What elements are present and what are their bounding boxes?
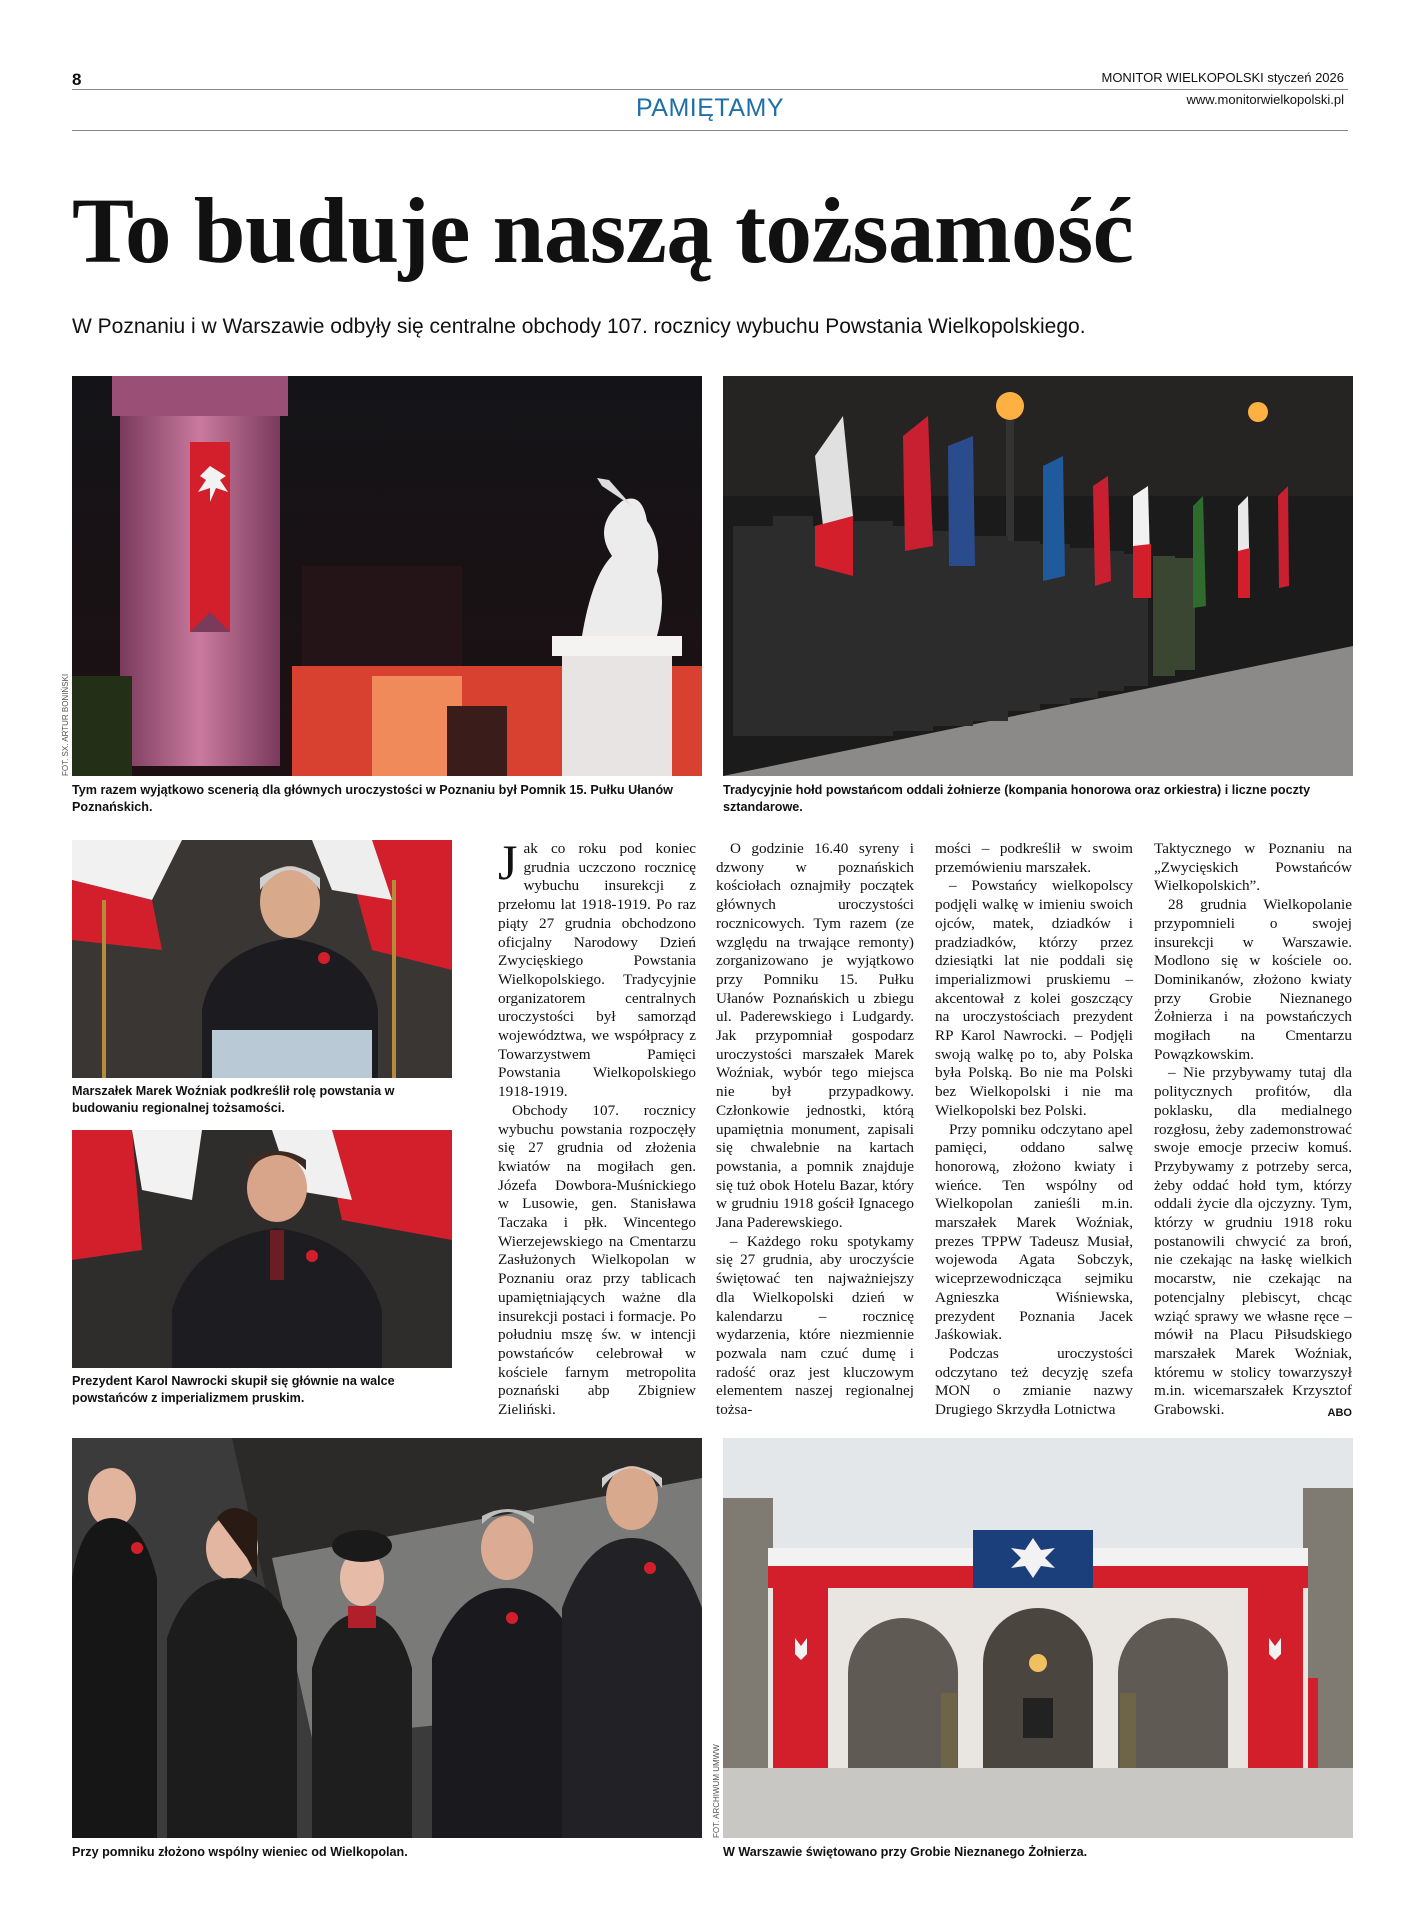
- section-label: PAMIĘTAMY: [635, 94, 785, 122]
- caption-honor-guard: Tradycyjnie hołd powstańcom oddali żołnierze (kompania honorowa oraz orkiestra) i liczne poczty sztandarowe.: [723, 783, 1311, 814]
- paragraph: O godzinie 16.40 syreny i dzwony w poznańskich kościołach oznajmiły początek głównych uroczystości rocznicowych. Tym razem (ze względu na trwające remonty) zorganizowano je wyjątkowo przy Pomniku 15. Pułku Ułanów Poznańskich u zbiegu ul. Paderewskiego i Ludgardy. Jak przypomniał gospodarz uroczystości marszałek Marek Woźniak, wybór tego miejsca nie był przypadkowy. Członkowie jednostki, którą upamiętnia monument, zapisali się chwalebnie na kartach powstania, a pomnik znajduje się tuż obok Hotelu Bazar, który w grudniu 1918 gościł Ignacego Jana Paderewskiego.: [716, 840, 914, 1232]
- publication-name: MONITOR WIELKOPOLSKI styczeń 2026: [1101, 70, 1344, 85]
- paragraph: 28 grudnia Wielkopolanie przypomnieli o swojej insurekcji w Warszawie. Modlono się w kościele oo. Dominikanów, złożono kwiaty przy Grobie Nieznanego Żołnierza i na powstańczych mogiłach na Cmentarzu Powązkowskim.: [1154, 896, 1352, 1063]
- photo-poznan-monument: [72, 376, 702, 776]
- photo-president-speech: [72, 1130, 452, 1368]
- article-column-4: [1154, 840, 1352, 1423]
- photo-wreath-group: [72, 1438, 702, 1838]
- article-column-2: [716, 840, 914, 1420]
- article-column-3: [935, 840, 1133, 1420]
- paragraph: – Każdego roku spotykamy się 27 grudnia, aby uroczyście świętować ten najważniejszy dla Wielkopolski dzień w kalendarzu – rocznicę wydarzenia, które niezmiennie pozwala nam czuć dumę i radość oraz jest kluczowym elementem naszej regionalnej tożsa-: [716, 1232, 914, 1419]
- paragraph: ak co roku pod koniec grudnia uczczono rocznicę wybuchu insurekcji z przełomu lat 1918-1919. Po raz piąty 27 grudnia obchodzono oficjalny Narodowy Dzień Zwycięskiego Powstania Wielkopolskiego. Tradycyjnie organizatorem centralnych uroczystości był samorząd województwa, we współpracy z Towarzystwem Pamięci Powstania Wielkopolskiego 1918-1919.: [498, 840, 696, 1101]
- website-link[interactable]: www.monitorwielkopolski.pl: [1186, 92, 1344, 107]
- caption-marshal-speech: Marszałek Marek Woźniak podkreślił rolę powstania w budowaniu regionalnej tożsamości.: [72, 1084, 395, 1115]
- paragraph: Przy pomniku odczytano apel pamięci, oddano salwę honorową, złożono kwiaty i wieńce. Ten wspólny od Wielkopolan zanieśli m.in. marszałek Marek Woźniak, prezes TPPW Tadeusz Musiał, wojewoda Agata Sobczyk, wiceprzewodnicząca sejmiku Agnieszka Wiśniewska, prezydent Poznania Jacek Jaśkowiak.: [935, 1120, 1133, 1344]
- paragraph: mości – podkreślił w swoim przemówieniu marszałek.: [935, 840, 1133, 876]
- photo-credit-1: FOT. SX. ARTUR BONIŃSKI: [61, 673, 70, 776]
- photo-unknown-soldier-tomb: [723, 1438, 1353, 1838]
- section-rule: [72, 130, 1348, 131]
- page-number: 8: [72, 70, 82, 89]
- article-column-1: [498, 834, 696, 1420]
- paragraph: Obchody 107. rocznicy wybuchu powstania rozpoczęły się 27 grudnia od złożenia kwiatów na mogiłach gen. Józefa Dowbora-Muśnickiego w Lusowie, gen. Stanisława Taczaka i płk. Wincentego Wierzejewskiego na Cmentarzu Zasłużonych Wielkopolan w Poznaniu oraz przy tablicach upamiętniających ważne dla insurekcji postaci i formacje. Po południu mszę św. w intencji powstańców celebrował w kościele farnym metropolita poznański abp Zbigniew Zieliński.: [498, 1101, 696, 1419]
- header-rule: [72, 89, 1348, 90]
- photo-credit-2: FOT. ARCHIWUM UMWW: [712, 1744, 721, 1838]
- paragraph: Taktycznego w Poznaniu na „Zwycięskich Powstańców Wielkopolskich”.: [1154, 840, 1352, 895]
- caption-poznan-monument: Tym razem wyjątkowo scenerią dla głównych uroczystości w Poznaniu był Pomnik 15. Pułku Ułanów Poznańskich.: [72, 783, 673, 814]
- caption-unknown-soldier-tomb: W Warszawie świętowano przy Grobie Nieznanego Żołnierza.: [723, 1845, 1088, 1859]
- photo-marshal-speech: [72, 840, 452, 1078]
- paragraph: Podczas uroczystości odczytano też decyzję szefa MON o zmianie nazwy Drugiego Skrzydła Lotnictwa: [935, 1344, 1133, 1419]
- caption-president-speech: Prezydent Karol Nawrocki skupił się głównie na walce powstańców z imperializmem pruskim.: [72, 1374, 395, 1405]
- paragraph-text: – Nie przybywamy tutaj dla politycznych profitów, dla poklasku, dla medialnego rozgłosu, żeby zademonstrować swoje emocje przeciw komuś. Przybywamy z potrzeby serca, żeby oddać hołd tym, którzy oddali życie dla ojczyzny. Tym, którzy w grudniu 1918 roku postanowili chwycić za broń, nie czekając na łaskę wielkich mocarstw, nie czekając na potencjalny plebiscyt, chcąc wziąć sprawy we własne ręce – mówił na Placu Piłsudskiego marszałek Marek Woźniak, któremu w stolicy towarzyszył m.in. wicemarszałek Krzysztof Grabowski.: [1154, 1064, 1352, 1419]
- article-lede: W Poznaniu i w Warszawie odbyły się centralne obchody 107. rocznicy wybuchu Powstania Wielkopolskiego.: [72, 315, 1086, 338]
- drop-cap: J: [498, 834, 518, 890]
- author-signature: ABO: [1327, 1407, 1352, 1420]
- photo-honor-guard: [723, 376, 1353, 776]
- caption-wreath-group: Przy pomniku złożono wspólny wieniec od Wielkopolan.: [72, 1845, 408, 1859]
- article-title: To buduje naszą tożsamość: [72, 180, 1134, 283]
- paragraph: [1154, 1064, 1352, 1419]
- paragraph: – Powstańcy wielkopolscy podjęli walkę w imieniu swoich ojców, matek, dziadków i pradziadków, którzy przez dziesiątki lat nie poddali się imperializmowi pruskiemu – akcentował z kolei goszczący na uroczystościach prezydent RP Karol Nawrocki. – Podjęli swoją walkę po to, aby Polska była Polską. Bo nie ma Polski bez Wielkopolski i nie ma Wielkopolski bez Polski.: [935, 877, 1133, 1119]
